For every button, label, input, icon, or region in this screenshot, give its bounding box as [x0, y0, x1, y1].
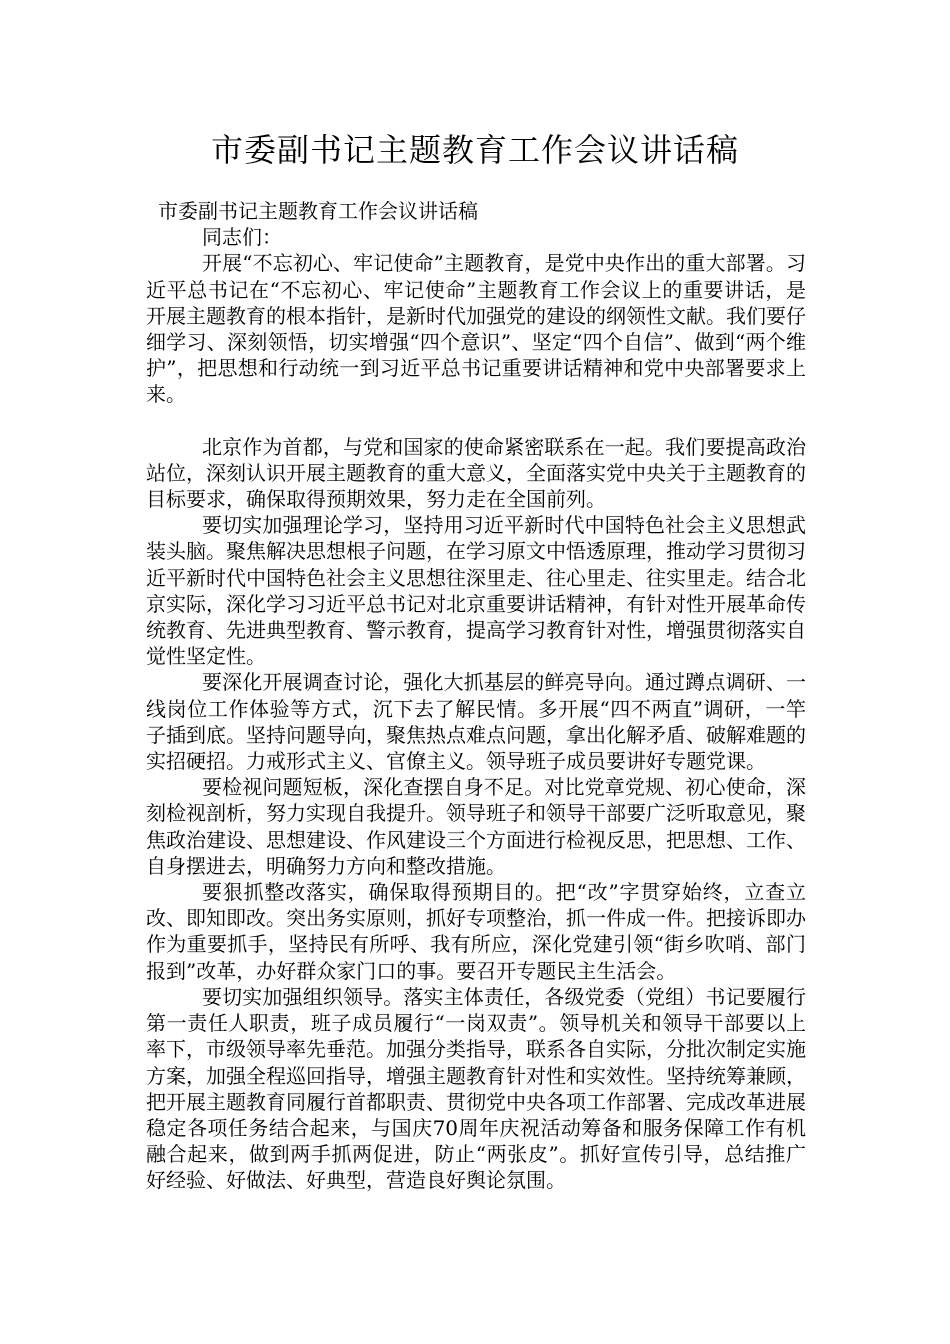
body-paragraph: 要切实加强组织领导。落实主体责任，各级党委（党组）书记要履行第一责任人职责，班子成员履行“一岗双责”。领导机关和领导干部要以上率下，市级领导率先垂范。加强分类指导，联系各自实际，分批次制定实施方案，加强全程巡回指导，增强主题教育针对性和实效性。坚持统筹兼顾，把开展主题教育同履行首都职责、贯彻党中央各项工作部署、完成改革进展稳定各项任务结合起来，与国庆70周年庆祝活动筹备和服务保障工作有机融合起来，做到两手抓两促进，防止“两张皮”。抓好宣传引导，总结推广好经验、好做法、好典型，营造良好舆论氛围。	[146, 984, 806, 1193]
body-paragraph: 要切实加强理论学习，坚持用习近平新时代中国特色社会主义思想武装头脑。聚焦解决思想根子问题，在学习原文中悟透原理，推动学习贯彻习近平新时代中国特色社会主义思想往深里走、往心里走、往实里走。结合北京实际，深化学习习近平总书记对北京重要讲话精神，有针对性开展革命传统教育、先进典型教育、警示教育，提高学习教育针对性，增强贯彻落实自觉性坚定性。	[146, 513, 806, 669]
paragraph-spacer	[146, 408, 806, 434]
body-paragraph: 要狠抓整改落实，确保取得预期目的。把“改”字贯穿始终，立查立改、即知即改。突出务实原则，抓好专项整治，抓一件成一件。把接诉即办作为重要抓手，坚持民有所呼、我有所应，深化党建引领“街乡吹哨、部门报到”改革，办好群众家门口的事。要召开专题民主生活会。	[146, 880, 806, 983]
body-paragraph: 要检视问题短板，深化查摆自身不足。对比党章党规、初心使命，深刻检视剖析，努力实现自我提升。领导班子和领导干部要广泛听取意见，聚焦政治建设、思想建设、作风建设三个方面进行检视反思，把思想、工作、自身摆进去，明确努力方向和整改措施。	[146, 775, 806, 878]
document-title: 市委副书记主题教育工作会议讲话稿	[210, 131, 739, 169]
body-paragraph: 开展“不忘初心、牢记使命”主题教育，是党中央作出的重大部署。习近平总书记在“不忘初心、牢记使命”主题教育工作会议上的重要讲话，是开展主题教育的根本指针，是新时代加强党的建设的纲领性文献。我们要仔细学习、深刻领悟，切实增强“四个意识”、坚定“四个自信”、做到“两个维护”，把思想和行动统一到习近平总书记重要讲话精神和党中央部署要求上来。	[146, 251, 806, 407]
document-body	[146, 198, 806, 1194]
body-paragraph: 要深化开展调查讨论，强化大抓基层的鲜亮导向。通过蹲点调研、一线岗位工作体验等方式，沉下去了解民情。多开展“四不两直”调研，一竿子插到底。坚持问题导向，聚焦热点难点问题，拿出化解矛盾、破解难题的实招硬招。力戒形式主义、官僚主义。领导班子成员要讲好专题党课。	[146, 670, 806, 774]
document-subtitle: 市委副书记主题教育工作会议讲话稿	[158, 199, 478, 223]
body-paragraph: 北京作为首都，与党和国家的使命紧密联系在一起。我们要提高政治站位，深刻认识开展主题教育的重大意义，全面落实党中央关于主题教育的目标要求，确保取得预期效果，努力走在全国前列。	[146, 434, 806, 512]
greeting-line: 同志们：	[202, 225, 282, 250]
